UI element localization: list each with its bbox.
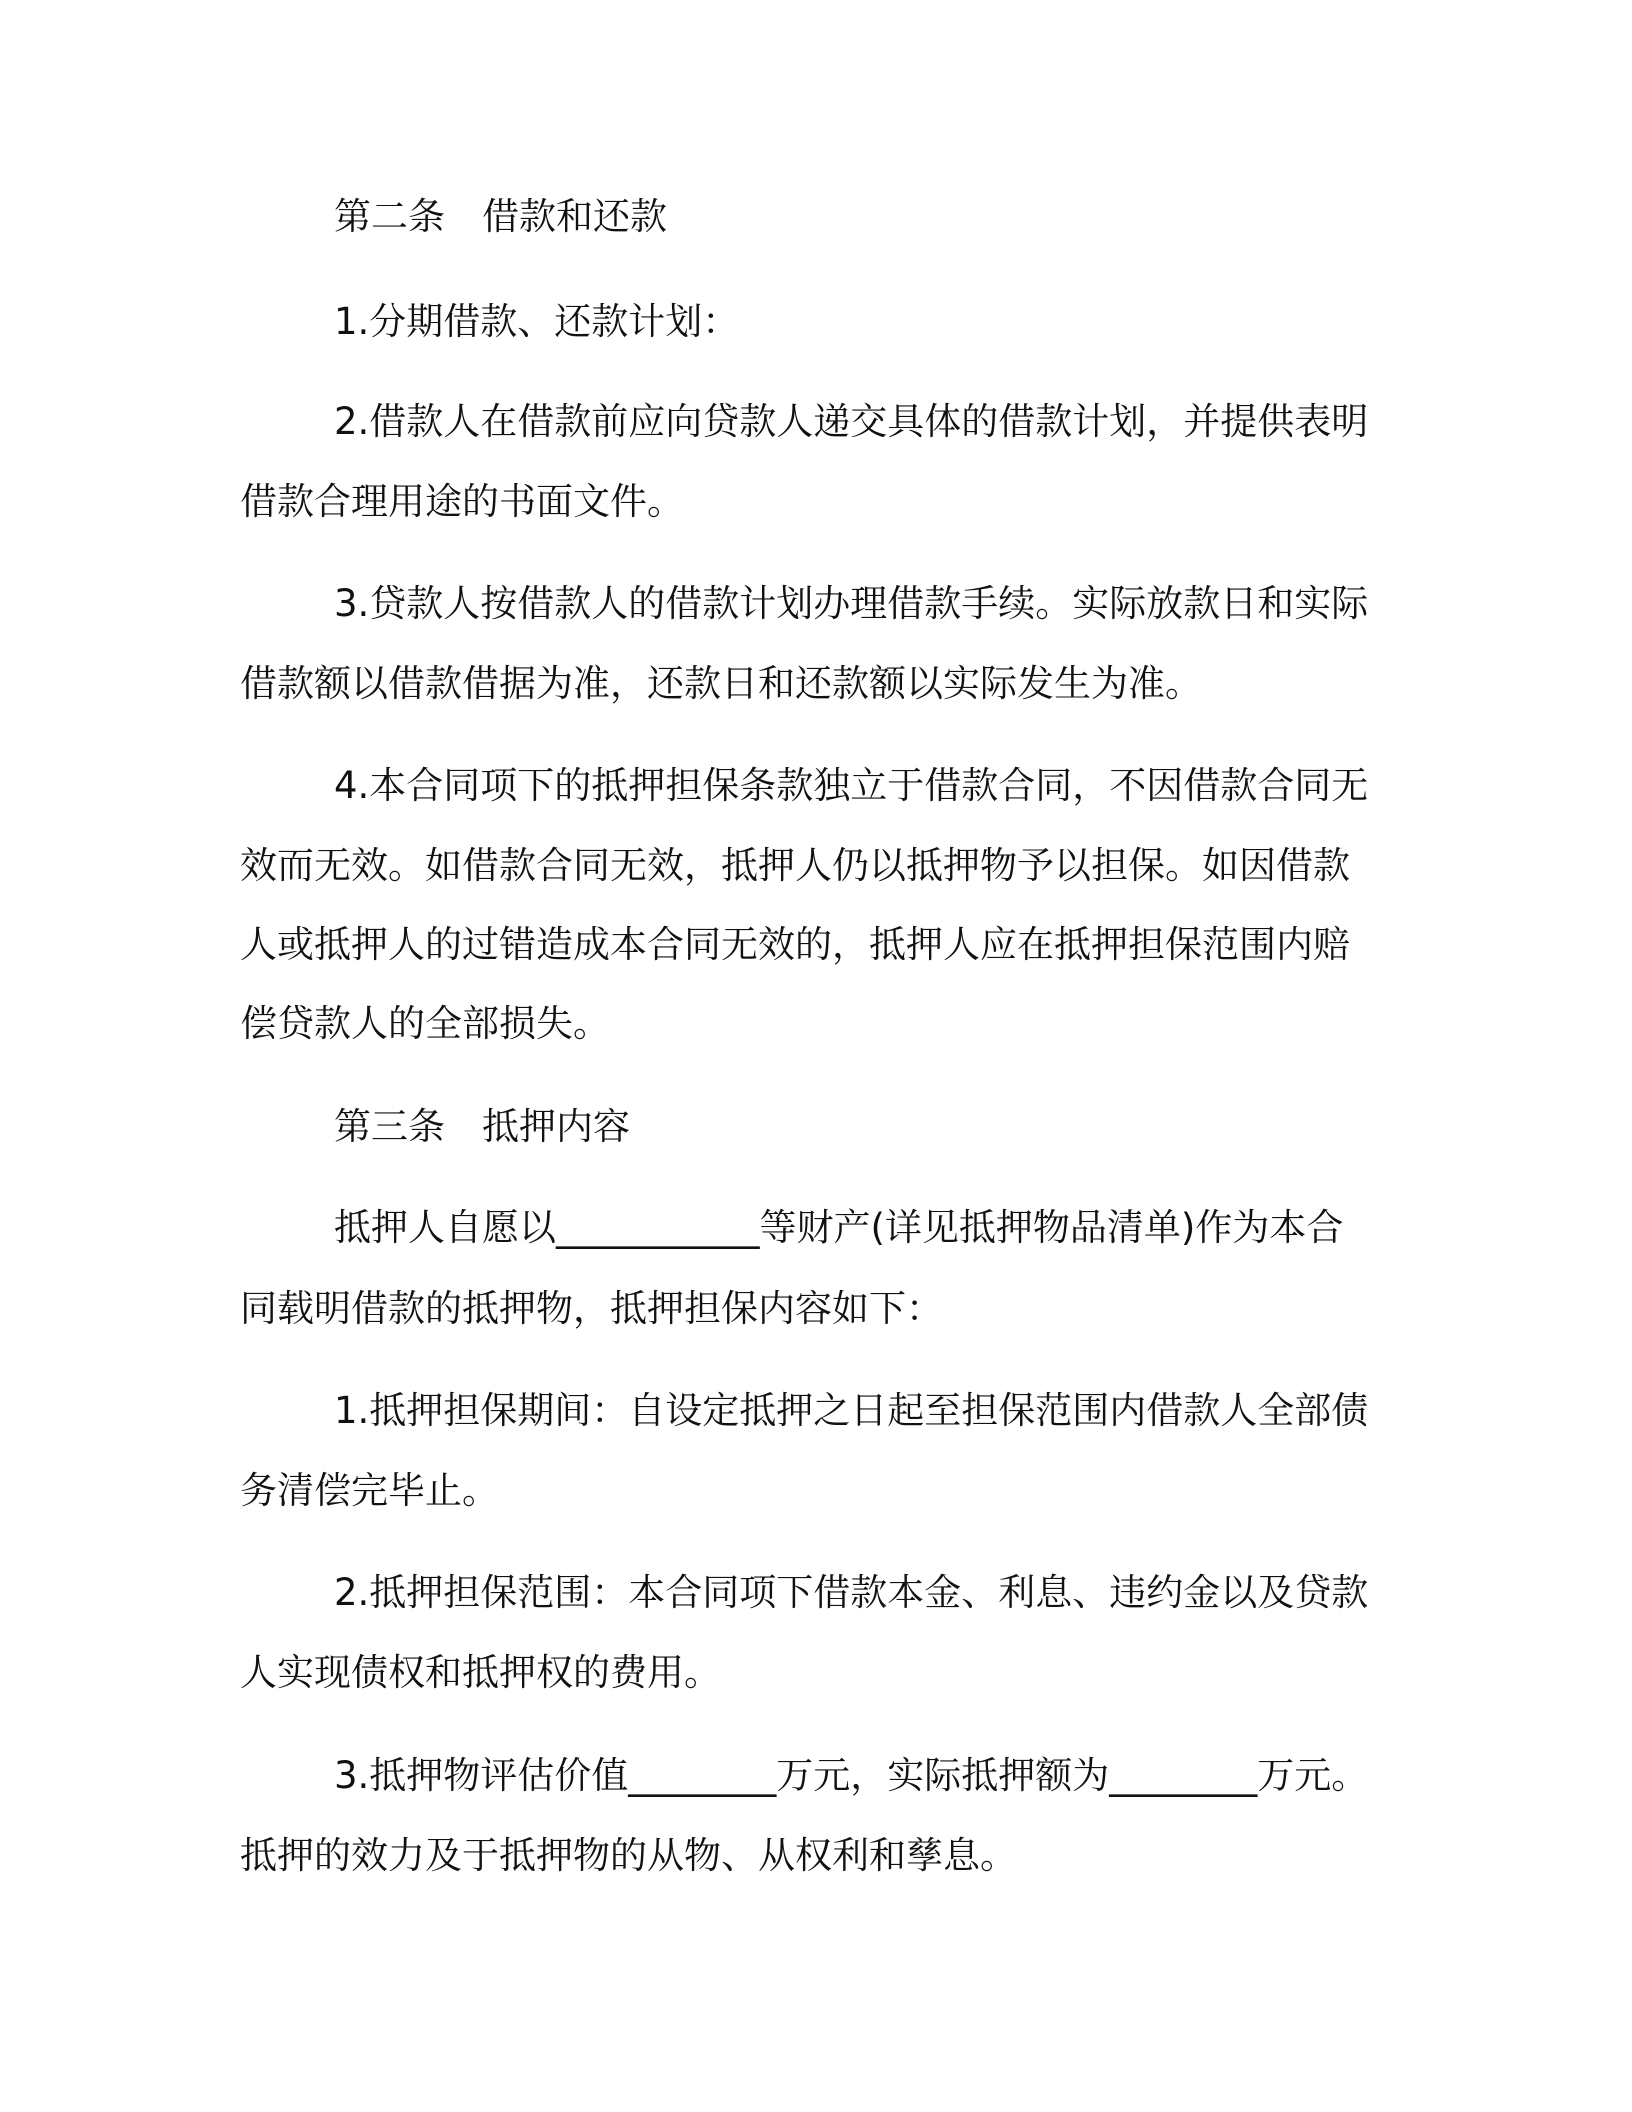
article-3-item-2-line-2: 人实现债权和抵押权的费用。 xyxy=(240,1651,721,1694)
article-2-heading: 第二条 借款和还款 xyxy=(334,195,667,238)
article-2-item-1: 1.分期借款、还款计划： xyxy=(334,300,740,343)
article-3-item-1-line-2: 务清偿完毕止。 xyxy=(240,1469,499,1512)
article-3-item-3-line-1: 3.抵押物评估价值________万元，实际抵押额为________万元。 xyxy=(334,1754,1369,1797)
article-3-intro-line-2: 同载明借款的抵押物，抵押担保内容如下： xyxy=(240,1287,943,1330)
article-3-intro-line-1: 抵押人自愿以___________等财产(详见抵押物品清单)作为本合 xyxy=(334,1206,1344,1249)
article-3-heading: 第三条 抵押内容 xyxy=(334,1105,630,1148)
article-3-item-2-line-1: 2.抵押担保范围：本合同项下借款本金、利息、违约金以及贷款 xyxy=(334,1571,1369,1614)
article-2-item-4-line-1: 4.本合同项下的抵押担保条款独立于借款合同，不因借款合同无 xyxy=(334,764,1369,807)
article-2-item-2-line-2: 借款合理用途的书面文件。 xyxy=(240,480,684,523)
article-3-item-1-line-1: 1.抵押担保期间：自设定抵押之日起至担保范围内借款人全部债 xyxy=(334,1389,1369,1432)
article-2-item-2-line-1: 2.借款人在借款前应向贷款人递交具体的借款计划，并提供表明 xyxy=(334,400,1369,443)
article-2-item-4-line-3: 人或抵押人的过错造成本合同无效的，抵押人应在抵押担保范围内赔 xyxy=(240,923,1350,966)
article-2-item-3-line-1: 3.贷款人按借款人的借款计划办理借款手续。实际放款日和实际 xyxy=(334,582,1369,625)
article-2-item-4-line-2: 效而无效。如借款合同无效，抵押人仍以抵押物予以担保。如因借款 xyxy=(240,844,1350,887)
article-3-item-3-line-2: 抵押的效力及于抵押物的从物、从权利和孳息。 xyxy=(240,1834,1017,1877)
article-2-item-4-line-4: 偿贷款人的全部损失。 xyxy=(240,1002,610,1045)
article-2-item-3-line-2: 借款额以借款借据为准，还款日和还款额以实际发生为准。 xyxy=(240,662,1202,705)
